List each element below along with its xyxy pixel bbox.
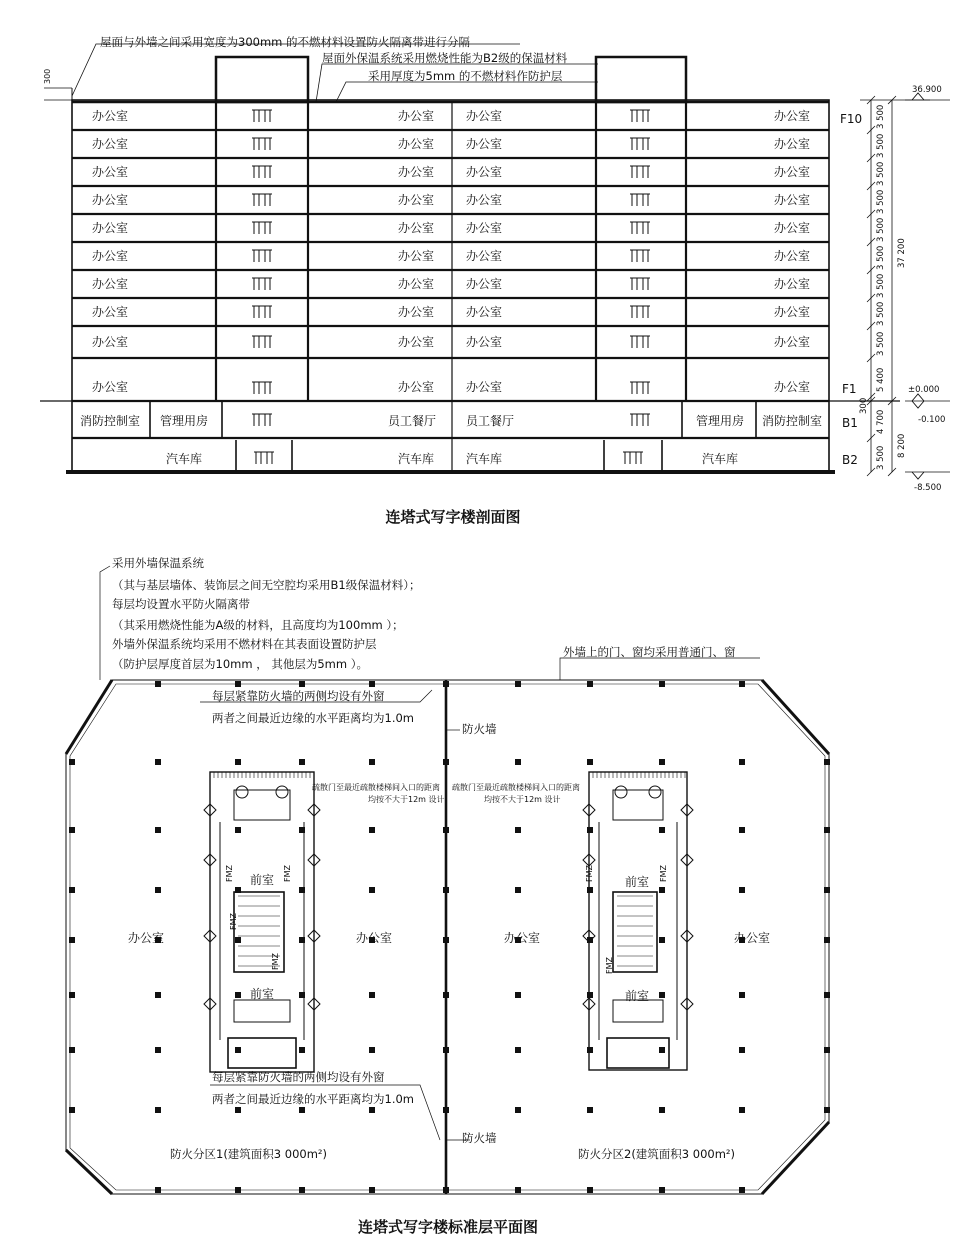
column [515,681,521,687]
management-room-left: 管理用房 [160,414,209,428]
column [824,887,830,893]
evac-note-right-2: 均按不大于12m 设计 [484,795,561,804]
garage-2: 汽车库 [398,452,435,466]
column [155,887,161,893]
column [659,1187,665,1193]
column [69,887,75,893]
column [739,887,745,893]
section-office-label: 办公室 [398,305,435,319]
column [515,1187,521,1193]
column [587,1047,593,1053]
column [235,937,241,943]
floor-label-b2: B2 [842,453,858,467]
window-note-bottom-2: 两者之间最近边缘的水平距离均为1.0m [212,1092,414,1106]
dim-b1-height: 4 700 [876,409,886,434]
garage-4: 汽车库 [702,452,739,466]
column [369,1107,375,1113]
fmz-door-label: FMZ [225,865,234,882]
floor-label-b1: B1 [842,416,858,430]
section-office-label: 办公室 [774,165,811,179]
column [824,937,830,943]
plan-note-3: 每层均设置水平防火隔离带 [112,597,250,611]
column [824,827,830,833]
column [299,681,305,687]
floor-label-f1: F1 [842,382,857,396]
section-office-label: 办公室 [466,277,503,291]
column [739,681,745,687]
column [443,887,449,893]
section-labels [43,35,945,526]
column [443,1047,449,1053]
column [659,992,665,998]
column [824,1107,830,1113]
column [659,1107,665,1113]
column [235,827,241,833]
column [369,992,375,998]
dim-b2-height: 3 500 [876,445,886,470]
section-office-label: 办公室 [466,380,503,394]
evac-note-left-1: 疏散门至最近疏散楼梯间入口的距离 [312,783,440,792]
management-room-right: 管理用房 [696,414,745,428]
section-office-label: 办公室 [92,109,129,123]
column [824,1047,830,1053]
dim-floor-height: 3 500 [876,301,886,326]
dim-floor-height: 3 500 [876,133,886,158]
section-office-label: 办公室 [398,380,435,394]
elevation-b2: -8.500 [914,483,942,493]
column [235,759,241,765]
elevation-top: 36.900 [912,85,942,95]
section-office-label: 办公室 [774,277,811,291]
elevation-ground: ±0.000 [908,385,940,395]
section-office-label: 办公室 [398,137,435,151]
plan-office-1: 办公室 [128,931,165,945]
core-right [589,772,687,1070]
fire-control-room-left: 消防控制室 [80,414,141,428]
plan-title: 连塔式写字楼标准层平面图 [357,1218,539,1236]
column [155,827,161,833]
section-office-label: 办公室 [774,249,811,263]
roof-gap-note: 屋面与外墙之间采用宽度为300mm 的不燃材料设置防火隔离带进行分隔 [100,35,471,49]
garage-1: 汽车库 [166,452,203,466]
column [515,759,521,765]
gap-dimension: 300 [43,68,52,84]
evac-note-right-1: 疏散门至最近疏散楼梯间入口的距离 [452,783,580,792]
plan-office-4: 办公室 [734,931,771,945]
section-office-label: 办公室 [774,335,811,349]
dim-floor-height: 3 500 [876,331,886,356]
column [443,1107,449,1113]
section-office-label: 办公室 [774,380,811,394]
column [587,827,593,833]
dim-floor-height: 3 500 [876,189,886,214]
column [155,1107,161,1113]
column [235,1187,241,1193]
plan-note-4: （其采用燃烧性能为A级的材料，且高度均为100mm ）； [112,618,404,632]
fire-zone-2: 防火分区2(建筑面积3 000m²) [578,1147,736,1161]
section-office-label: 办公室 [398,249,435,263]
garage-3: 汽车库 [466,452,503,466]
column [443,827,449,833]
roof-insulation-note: 屋面外保温系统采用燃烧性能为B2级的保温材料 [322,51,568,65]
column [155,759,161,765]
section-office-label: 办公室 [92,305,129,319]
column [659,937,665,943]
column [443,1187,449,1193]
column [587,937,593,943]
column [299,937,305,943]
dim-f1-height: 5 400 [876,367,886,392]
window-note-top-1: 每层紧靠防火墙的两侧均设有外窗 [212,689,385,703]
column [155,681,161,687]
column [659,827,665,833]
column [587,681,593,687]
column [587,1187,593,1193]
elevation-b1: -0.100 [918,415,946,425]
penthouse-left [216,57,308,102]
dim-slab: 300 [859,397,869,414]
column [587,887,593,893]
column [443,759,449,765]
column [299,1107,305,1113]
section-office-label: 办公室 [774,137,811,151]
window-note-top-2: 两者之间最近边缘的水平距离均为1.0m [212,711,414,725]
section-office-label: 办公室 [92,137,129,151]
dim-floor-height: 3 500 [876,161,886,186]
column [739,827,745,833]
column [443,681,449,687]
dim-above-total: 37 200 [897,238,907,268]
section-office-label: 办公室 [92,221,129,235]
column [443,937,449,943]
evac-note-left-2: 均按不大于12m 设计 [368,795,445,804]
anteroom-left-top: 前室 [250,873,275,887]
plan-labels [112,556,770,1236]
fmz-door-label: FMZ [283,865,292,882]
dim-below-total: 8 200 [897,433,907,458]
section-office-label: 办公室 [398,277,435,291]
column [515,827,521,833]
section-office-label: 办公室 [92,249,129,263]
column [69,759,75,765]
section-office-label: 办公室 [466,137,503,151]
fmz-door-label: FMZ [659,865,668,882]
section-office-label: 办公室 [92,380,129,394]
column [69,937,75,943]
column [659,759,665,765]
column [369,759,375,765]
plan-office-3: 办公室 [504,931,541,945]
column [739,992,745,998]
section-office-label: 办公室 [92,277,129,291]
column [369,887,375,893]
section-office-label: 办公室 [466,335,503,349]
section-office-label: 办公室 [398,335,435,349]
section-office-label: 办公室 [466,165,503,179]
anteroom-left-bottom: 前室 [250,987,275,1001]
column [299,827,305,833]
anteroom-right-top: 前室 [625,875,650,889]
firewall-label-bottom: 防火墙 [462,1131,497,1145]
column [739,1047,745,1053]
plan-note-5: 外墙外保温系统均采用不燃材料在其表面设置防护层 [112,637,377,651]
column [515,887,521,893]
section-office-label: 办公室 [774,221,811,235]
fmz-door-label: FMZ [229,913,238,930]
section-office-label: 办公室 [398,165,435,179]
column [659,1047,665,1053]
dim-floor-height: 3 500 [876,273,886,298]
column [299,992,305,998]
core-left [210,772,314,1072]
column [369,681,375,687]
column [824,992,830,998]
window-note-bottom-1: 每层紧靠防火墙的两侧均设有外窗 [212,1070,385,1084]
dim-floor-height: 3 500 [876,104,886,129]
section-office-label: 办公室 [92,335,129,349]
plan-note-1: 采用外墙保温系统 [112,556,204,570]
column [299,1047,305,1053]
column [235,887,241,893]
column [155,1187,161,1193]
column [69,992,75,998]
penthouse-right [596,57,686,102]
dim-floor-height: 3 500 [876,217,886,242]
column [155,992,161,998]
column [369,827,375,833]
fire-zone-1: 防火分区1(建筑面积3 000m²) [170,1147,328,1161]
column [69,827,75,833]
column [739,1107,745,1113]
section-office-label: 办公室 [466,305,503,319]
door-window-note: 外墙上的门、窗均采用普通门、窗 [563,645,736,659]
column [235,992,241,998]
section-office-label: 办公室 [398,221,435,235]
column [587,992,593,998]
section-office-label: 办公室 [398,109,435,123]
column [824,759,830,765]
section-office-label: 办公室 [466,221,503,235]
firewall-label-top: 防火墙 [462,722,497,736]
column [515,1047,521,1053]
section-office-label: 办公室 [92,165,129,179]
fmz-door-label: FMZ [605,957,614,974]
column [235,1047,241,1053]
column [369,1047,375,1053]
dim-floor-height: 3 500 [876,245,886,270]
anteroom-right-bottom: 前室 [625,989,650,1003]
canteen-right: 员工餐厅 [466,414,515,428]
column [155,1047,161,1053]
section-office-label: 办公室 [92,193,129,207]
column [515,992,521,998]
fmz-door-label: FMZ [271,953,280,970]
section-office-label: 办公室 [398,193,435,207]
column [659,887,665,893]
plan-note-6: （防护层厚度首层为10mm ， 其他层为5mm ）。 [112,657,368,671]
column [587,1107,593,1113]
section-office-label: 办公室 [466,193,503,207]
fire-control-room-right: 消防控制室 [762,414,823,428]
column [587,759,593,765]
column [739,1187,745,1193]
section-title: 连塔式写字楼剖面图 [385,508,521,526]
section-office-label: 办公室 [466,249,503,263]
fmz-door-label: FMZ [585,865,594,882]
column [299,1187,305,1193]
roof-protect-note: 采用厚度为5mm 的不燃材料作防护层 [368,69,563,83]
column [443,992,449,998]
column [369,1187,375,1193]
column [69,1047,75,1053]
column [739,759,745,765]
floor-label-f10: F10 [840,112,863,126]
column [235,681,241,687]
plan-office-2: 办公室 [356,931,393,945]
section-office-label: 办公室 [774,193,811,207]
plan-note-2: （其与基层墙体、装饰层之间无空腔均采用B1级保温材料）； [112,578,421,592]
column [659,681,665,687]
column [299,759,305,765]
section-office-label: 办公室 [774,109,811,123]
section-office-label: 办公室 [466,109,503,123]
column [235,1107,241,1113]
column [299,887,305,893]
column [69,1107,75,1113]
section-office-label: 办公室 [774,305,811,319]
column [515,1107,521,1113]
canteen-left: 员工餐厅 [388,414,437,428]
